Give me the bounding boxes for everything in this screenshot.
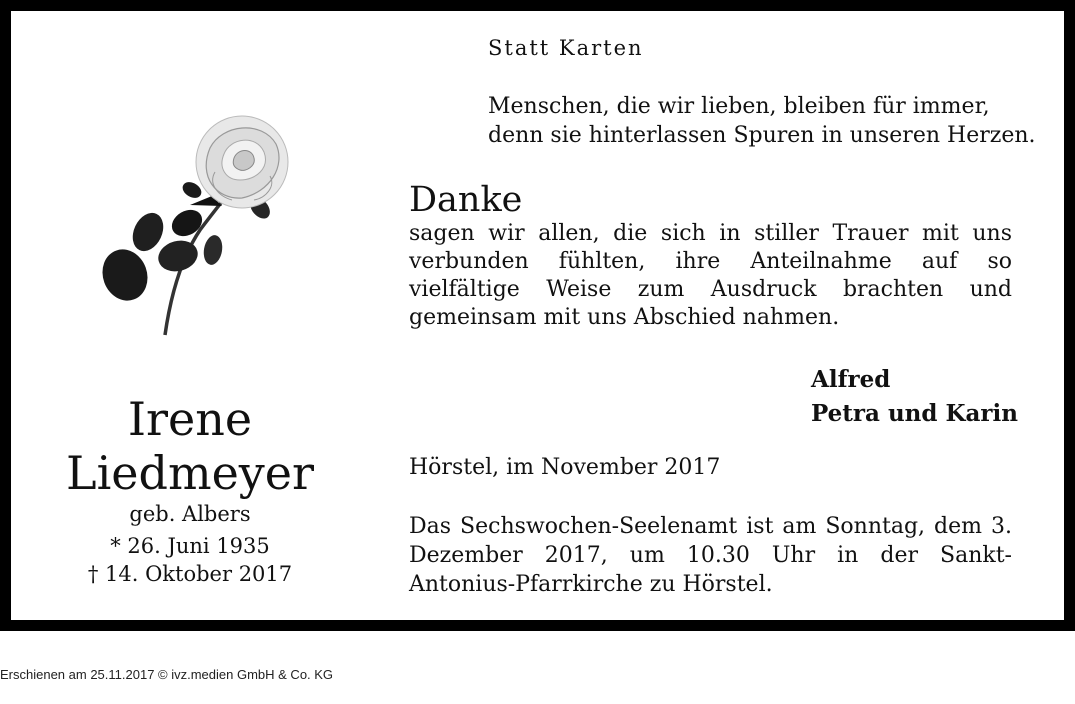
quote-line-2: denn sie hinterlassen Spuren in unseren Herzen.	[488, 123, 1036, 148]
header-statt-karten: Statt Karten	[488, 36, 644, 60]
quote	[488, 92, 1036, 150]
quote-line-1: Menschen, die wir lieben, bleiben für immer,	[488, 94, 990, 119]
signature-1: Alfred	[811, 366, 891, 393]
signatures	[811, 363, 1018, 431]
signature-2: Petra und Karin	[811, 400, 1018, 427]
thanks-heading: Danke	[409, 180, 523, 220]
life-dates	[40, 532, 340, 588]
thanks-text: sagen wir allen, die sich in stiller Trauer mit uns verbunden fühlten, ihre Anteilnahme auf so vielfältige Weise zum Ausdruck brachten und gemeinsam mit uns Abschied nahmen.	[409, 221, 1012, 330]
place-date: Hörstel, im November 2017	[409, 455, 721, 480]
first-name: Irene	[127, 392, 253, 446]
service-text: Das Sechswochen-Seelenamt ist am Sonntag, dem 3. Dezember 2017, um 10.30 Uhr in der Sankt-Antonius-Pfarrkirche zu Hörstel.	[409, 514, 1012, 597]
last-name: Liedmeyer	[66, 446, 314, 500]
rose-icon	[90, 110, 320, 345]
publication-footer: Erschienen am 25.11.2017 © ivz.medien GmbH & Co. KG	[0, 667, 334, 682]
death-date: † 14. Oktober 2017	[87, 562, 293, 586]
maiden-name: geb. Albers	[129, 502, 251, 526]
deceased-block	[40, 392, 340, 588]
birth-date: * 26. Juni 1935	[110, 534, 270, 558]
